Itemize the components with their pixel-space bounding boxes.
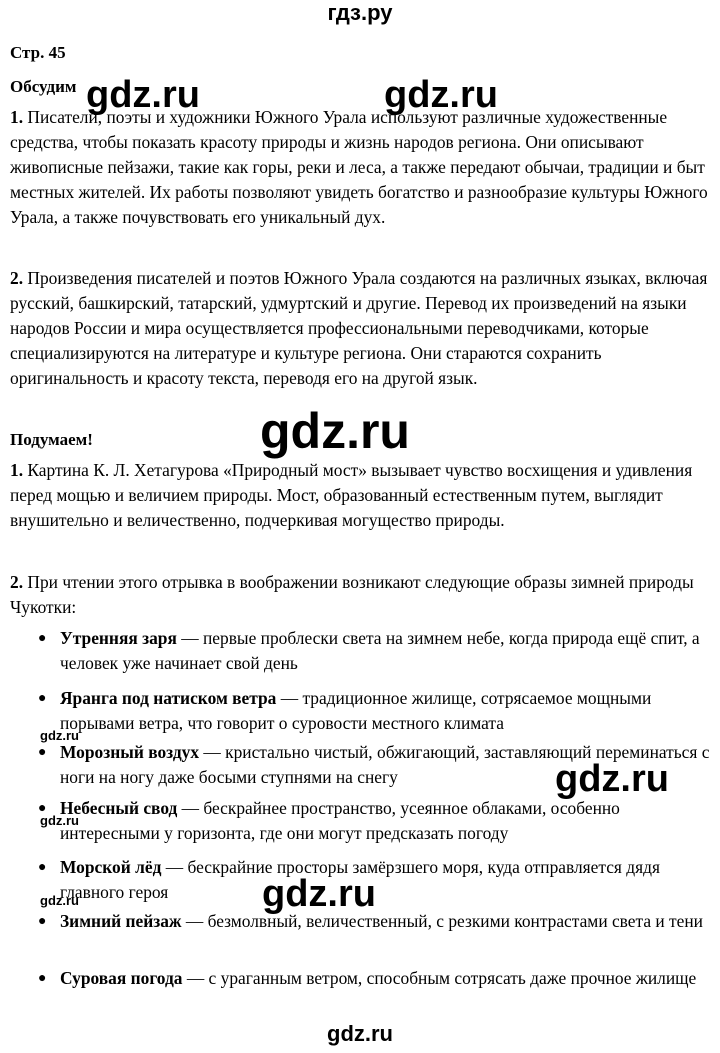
watermark-small: gdz.ru xyxy=(40,728,79,743)
list-item-text: — безмолвный, величественный, с резкими контрастами света и тени xyxy=(181,911,703,931)
watermark: gdz.ru xyxy=(260,403,410,459)
list-item-text: — первые проблески света на зимнем небе, когда природа ещё спит, а человек уже начинает свой день xyxy=(60,628,700,673)
think-item-1 xyxy=(10,458,710,533)
list-item xyxy=(10,796,710,846)
list-item xyxy=(10,966,710,991)
list-item-term: Утренняя заря xyxy=(60,628,177,648)
watermark-small: gdz.ru xyxy=(40,893,79,908)
item-text: При чтении этого отрывка в воображении возникают следующие образы зимней природы Чукотки: xyxy=(10,572,694,617)
site-header: гдз.ру xyxy=(327,0,393,25)
item-number: 1. xyxy=(10,107,24,127)
section-title-discuss: Обсудим xyxy=(10,77,77,96)
list-item-term: Яранга под натиском ветра xyxy=(60,688,277,708)
bullet-dot-icon: ● xyxy=(38,860,47,875)
item-text: Картина К. Л. Хетагурова «Природный мост» вызывает чувство восхищения и удивления перед мощью и величием природы. Мост, образованный естественным путем, выглядит внушительно и величественно, подчеркивая могущество природы. xyxy=(10,460,693,530)
page-label: Стр. 45 xyxy=(10,43,66,62)
bullet-dot-icon: ● xyxy=(38,691,47,706)
list-item-text: — традиционное жилище, сотрясаемое мощными порывами ветра, что говорит о суровости местного климата xyxy=(60,688,652,733)
list-item xyxy=(10,686,710,736)
bullet-dot-icon: ● xyxy=(38,745,47,760)
item-text: Произведения писателей и поэтов Южного Урала создаются на различных языках, включая русский, башкирский, татарский, удмуртский и другие. Перевод их произведений на языки народов России и мира осуществляется профессиональными переводчиками, которые специализируются на литературе и культуре региона. Они стараются сохранить оригинальность и красоту текста, переводя его на другой язык. xyxy=(10,268,708,388)
section-title-think: Подумаем! xyxy=(10,430,93,449)
bullet-dot-icon: ● xyxy=(38,801,47,816)
list-item xyxy=(10,626,710,676)
list-item-term: Морской лёд xyxy=(60,857,162,877)
list-item-text: — бескрайнее пространство, усеянное облаками, особенно интересными у горизонта, где они могут предсказать погоду xyxy=(60,798,620,843)
list-item-term: Зимний пейзаж xyxy=(60,911,182,931)
bullet-dot-icon: ● xyxy=(38,914,47,929)
discuss-item-1 xyxy=(10,105,710,230)
list-item-term: Небесный свод xyxy=(60,798,178,818)
item-number: 2. xyxy=(10,572,24,592)
item-text: Писатели, поэты и художники Южного Урала используют различные художественные средства, чтобы показать красоту природы и жизнь народов региона. Они описывают живописные пейзажи, такие как горы, реки и леса, а также передают обычаи, традиции и быт местных жителей. Их работы позволяют увидеть богатство и разнообразие культуры Южного Урала, а также почувствовать его уникальный дух. xyxy=(10,107,708,227)
bullet-dot-icon: ● xyxy=(38,631,47,646)
list-item-term: Суровая погода xyxy=(60,968,183,988)
item-number: 2. xyxy=(10,268,24,288)
site-footer: gdz.ru xyxy=(327,1021,393,1046)
list-item-text: — с ураганным ветром, способным сотрясать даже прочное жилище xyxy=(182,968,697,988)
watermark: gdz.ru xyxy=(262,873,376,915)
watermark-small: gdz.ru xyxy=(40,813,79,828)
item-number: 1. xyxy=(10,460,24,480)
watermark: gdz.ru xyxy=(86,74,200,116)
discuss-item-2 xyxy=(10,266,710,391)
list-item-term: Морозный воздух xyxy=(60,742,200,762)
list-item-text: — бескрайние просторы замёрзшего моря, куда отправляется дядя главного героя xyxy=(60,857,660,902)
bullet-dot-icon: ● xyxy=(38,971,47,986)
think-item-2-intro xyxy=(10,570,710,620)
watermark: gdz.ru xyxy=(555,758,669,800)
list-item-text: — кристально чистый, обжигающий, заставляющий переминаться с ноги на ногу даже босыми ступнями на снегу xyxy=(60,742,710,787)
watermark: gdz.ru xyxy=(384,74,498,116)
